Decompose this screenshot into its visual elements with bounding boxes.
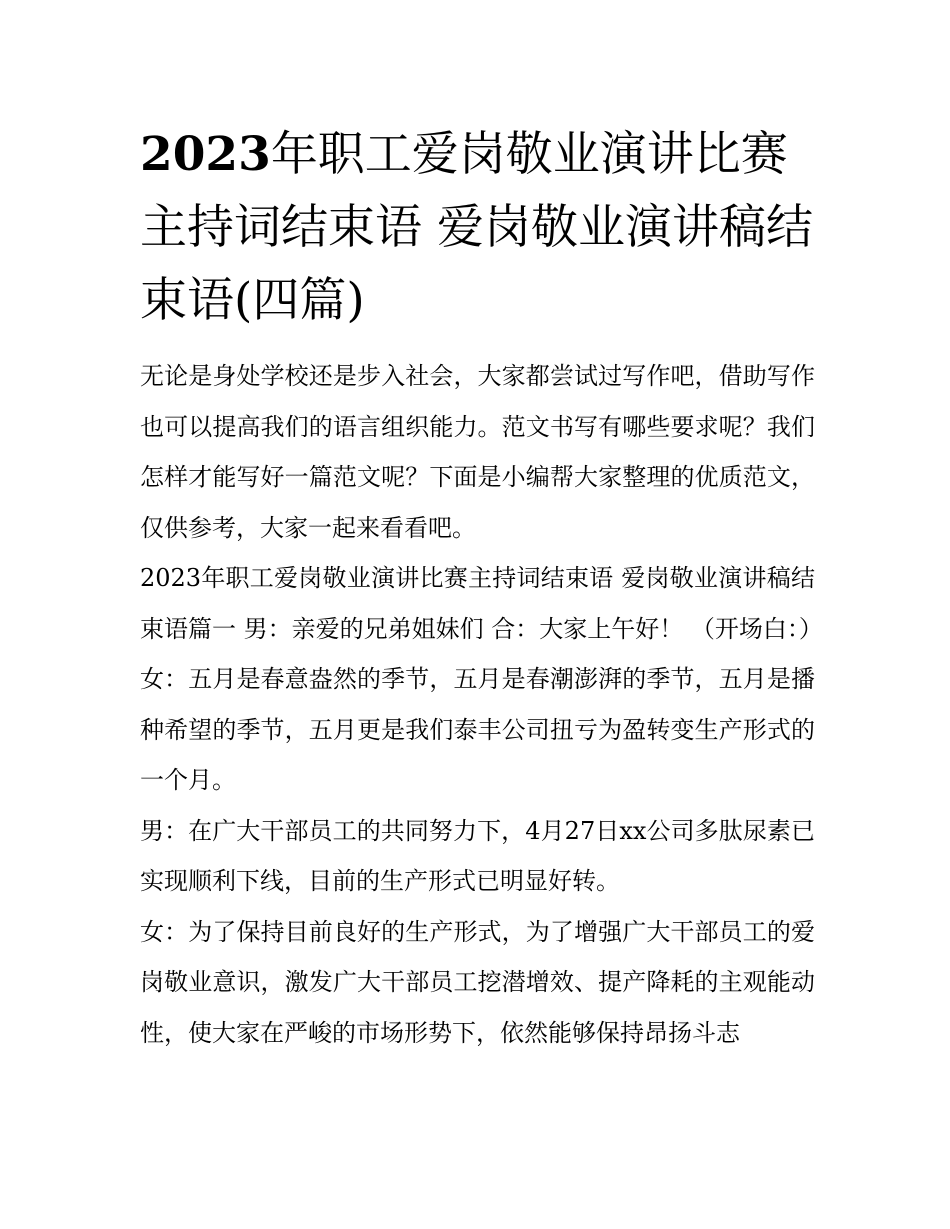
document-title — [140, 118, 815, 337]
intro-paragraph: 无论是身处学校还是步入社会，大家都尝试过写作吧，借助写作也可以提高我们的语言组织能力。范文书写有哪些要求呢？我们怎样才能写好一篇范文呢？下面是小编帮大家整理的优质范文，仅供参考，大家一起来看看吧。 — [140, 362, 815, 542]
female-host-paragraph-2: 女：为了保持目前良好的生产形式，为了增强广大干部员工的爱岗敬业意识，激发广大干部员工挖潜增效、提产降耗的主观能动性，使大家在严峻的市场形势下，依然能够保持昂扬斗志 — [140, 917, 815, 1047]
title-year: 2023 — [140, 127, 271, 182]
document-page — [140, 118, 823, 1058]
male-host-paragraph-1: 男：在广大干部员工的共同努力下，4月27日xx公司多肽尿素已实现顺利下线，目前的生产形式已明显好转。 — [140, 816, 815, 895]
female-host-paragraph-1: 女：五月是春意盎然的季节，五月是春潮澎湃的季节，五月是播种希望的季节，五月更是我们泰丰公司扭亏为盈转变生产形式的一个月。 — [140, 665, 815, 794]
title-text: 年职工爱岗敬业演讲比赛主持词结束语 爱岗敬业演讲稿结束语(四篇) — [140, 127, 813, 328]
opening-paragraph: 2023年职工爱岗敬业演讲比赛主持词结束语 爱岗敬业演讲稿结束语篇一 男：亲爱的兄弟姐妹们 合：大家上午好！ （开场白：） — [140, 564, 823, 643]
